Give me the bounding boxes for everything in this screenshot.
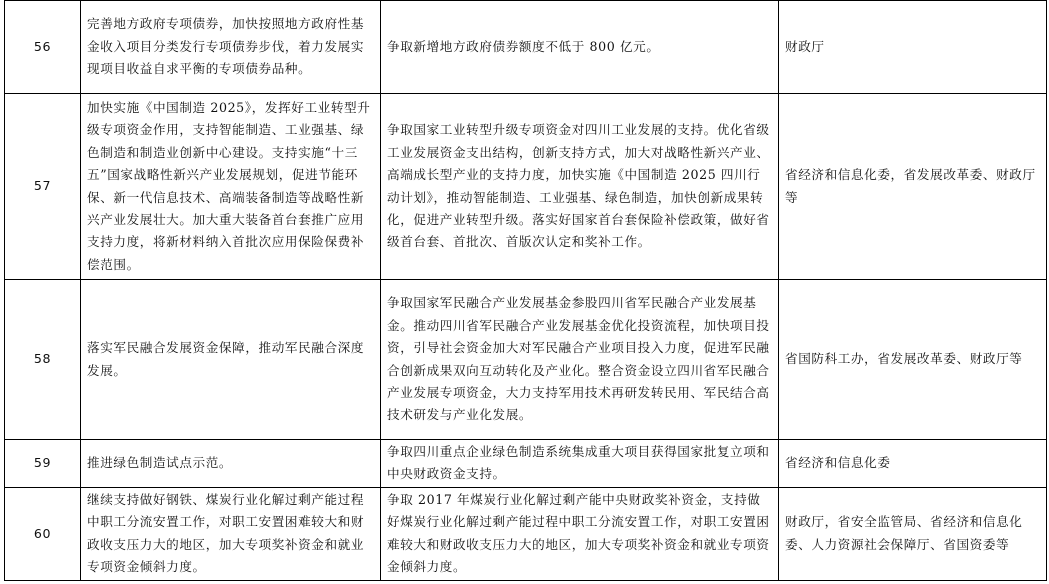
responsible-department: 财政厅，省安全监管局、省经济和信息化委、人力资源社会保障厅、省国资委等 [779,487,1047,580]
policy-task-table [4,0,1047,581]
row-number: 59 [5,440,81,488]
policy-measure: 加快实施《中国制造 2025》，发挥好工业转型升级专项资金作用，支持智能制造、工业强基、绿色制造和制造业创新中心建设。支持实施“十三五”国家战略性新兴产业发展规划，促进节能环保、新一代信息技术、高端装备制造等战略性新兴产业发展壮大。加大重大装备首台套推广应用支持力度，将新材料纳入首批次应用保险保费补偿范围。 [81,94,381,280]
work-target: 争取国家工业转型升级专项资金对四川工业发展的支持。优化省级工业发展资金支出结构，创新支持方式，加大对战略性新兴产业、高端成长型产业的支持力度，加快实施《中国制造 2025 四川行动计划》，推动智能制造、工业强基、绿色制造，加快创新成果转化，促进产业转型升级。落实好国家首台套保险补偿政策，做好省级首台套、首批次、首版次认定和奖补工作。 [381,94,779,280]
policy-measure: 推进绿色制造试点示范。 [81,440,381,488]
table-row [5,1,1047,94]
work-target: 争取四川重点企业绿色制造系统集成重大项目获得国家批复立项和中央财政资金支持。 [381,440,779,488]
table-row [5,94,1047,280]
work-target: 争取国家军民融合产业发展基金参股四川省军民融合产业发展基金。推动四川省军民融合产业发展基金优化投资流程，加快项目投资，引导社会资金加大对军民融合产业项目投入力度，促进军民融合创新成果双向互动转化及产业化。整合资金设立四川省军民融合产业发展专项资金，大力支持军用技术再研发转民用、军民结合高技术研发与产业化发展。 [381,280,779,440]
row-number: 58 [5,280,81,440]
policy-measure: 完善地方政府专项债券，加快按照地方政府性基金收入项目分类发行专项债券步伐，着力发展实现项目收益自求平衡的专项债券品种。 [81,1,381,94]
work-target: 争取 2017 年煤炭行业化解过剩产能中央财政奖补资金，支持做好煤炭行业化解过剩产能过程中职工分流安置工作，对职工安置困难较大和财政收支压力大的地区，加大专项奖补资金和就业专项资金倾斜力度。 [381,487,779,580]
policy-measure: 继续支持做好钢铁、煤炭行业化解过剩产能过程中职工分流安置工作，对职工安置困难较大和财政收支压力大的地区，加大专项奖补资金和就业专项资金倾斜力度。 [81,487,381,580]
table-row [5,487,1047,580]
row-number: 57 [5,94,81,280]
policy-measure: 落实军民融合发展资金保障，推动军民融合深度发展。 [81,280,381,440]
work-target: 争取新增地方政府债券额度不低于 800 亿元。 [381,1,779,94]
table-row [5,440,1047,488]
responsible-department: 省国防科工办，省发展改革委、财政厅等 [779,280,1047,440]
responsible-department: 省经济和信息化委，省发展改革委、财政厅等 [779,94,1047,280]
row-number: 56 [5,1,81,94]
table-row [5,280,1047,440]
responsible-department: 财政厅 [779,1,1047,94]
responsible-department: 省经济和信息化委 [779,440,1047,488]
row-number: 60 [5,487,81,580]
